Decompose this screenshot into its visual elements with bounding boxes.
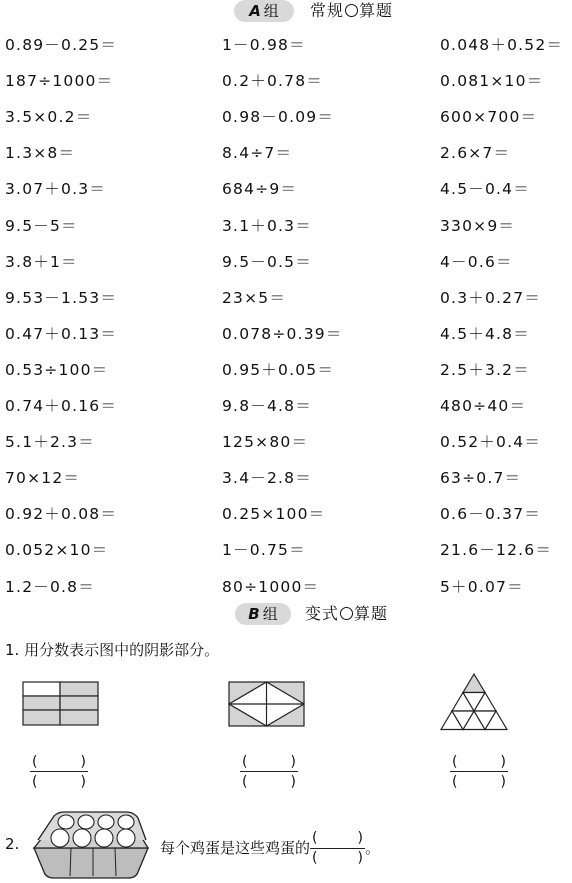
arithmetic-problem: 187÷1000＝ bbox=[5, 72, 114, 91]
paren-open: ( bbox=[242, 754, 248, 770]
question-2-text bbox=[160, 830, 380, 867]
arithmetic-problem: 3.07＋0.3＝ bbox=[5, 180, 106, 199]
figure-rectangle-grid bbox=[22, 681, 102, 729]
group-b-badge bbox=[235, 603, 291, 625]
group-b-badge-text: 组 bbox=[262, 605, 278, 623]
arithmetic-problem: 0.2＋0.78＝ bbox=[222, 72, 323, 91]
arithmetic-problem: 0.89－0.25＝ bbox=[5, 36, 118, 54]
paren-close: ) bbox=[357, 829, 364, 846]
fraction-blank-4[interactable] bbox=[310, 831, 365, 867]
arithmetic-problem: 4.5＋4.8＝ bbox=[440, 324, 530, 343]
arithmetic-problem: 1－0.75＝ bbox=[222, 541, 306, 560]
paren-open: ( bbox=[452, 774, 458, 790]
arithmetic-problem: 21.6－12.6＝ bbox=[440, 541, 553, 560]
arithmetic-problem: 5.1＋2.3＝ bbox=[5, 433, 95, 452]
group-a-letter: A bbox=[249, 2, 261, 20]
paren-open: ( bbox=[242, 774, 248, 790]
arithmetic-problem: 9.53－1.53＝ bbox=[5, 288, 118, 307]
group-a-title-before: 常规 bbox=[310, 1, 345, 20]
group-a-badge-text: 组 bbox=[263, 2, 279, 20]
arithmetic-problem: 3.8＋1＝ bbox=[5, 252, 78, 271]
group-a-badge bbox=[234, 0, 294, 22]
group-b-header bbox=[0, 603, 572, 629]
arithmetic-problem: 9.8－4.8＝ bbox=[222, 397, 312, 415]
fraction-bar bbox=[30, 771, 88, 772]
circle-icon bbox=[340, 607, 353, 620]
paren-close: ) bbox=[80, 774, 86, 790]
paren-close: ) bbox=[290, 774, 296, 790]
paren-close: ) bbox=[357, 849, 364, 866]
arithmetic-problem: 0.25×100＝ bbox=[222, 505, 326, 524]
arithmetic-problem: 3.1＋0.3＝ bbox=[222, 216, 312, 235]
circle-icon bbox=[345, 4, 358, 17]
arithmetic-problem: 4.5－0.4＝ bbox=[440, 180, 530, 199]
group-b-title-after: 算题 bbox=[354, 604, 389, 623]
group-b-title-before: 变式 bbox=[305, 604, 340, 623]
arithmetic-problem: 3.4－2.8＝ bbox=[222, 469, 312, 488]
group-a-header bbox=[0, 0, 572, 26]
paren-close: ) bbox=[290, 754, 296, 770]
arithmetic-problem: 5＋0.07＝ bbox=[440, 577, 524, 596]
arithmetic-problem: 125×80＝ bbox=[222, 433, 309, 452]
arithmetic-problem: 2.6×7＝ bbox=[440, 144, 511, 163]
question-2-number: 2. bbox=[5, 835, 20, 853]
arithmetic-problem: 684÷9＝ bbox=[222, 180, 298, 199]
fraction-bar bbox=[240, 771, 298, 772]
arithmetic-problem: 9.5－0.5＝ bbox=[222, 252, 312, 271]
paren-open: ( bbox=[32, 774, 38, 790]
arithmetic-problem: 0.078÷0.39＝ bbox=[222, 324, 343, 343]
arithmetic-problem: 0.52＋0.4＝ bbox=[440, 433, 541, 452]
question-1-text: 1. 用分数表示图中的阴影部分。 bbox=[5, 641, 220, 659]
arithmetic-problem: 2.5＋3.2＝ bbox=[440, 360, 530, 379]
figure-triangle-of-triangles bbox=[440, 673, 508, 733]
arithmetic-problem: 0.74＋0.16＝ bbox=[5, 397, 118, 415]
arithmetic-problem: 8.4÷7＝ bbox=[222, 144, 293, 163]
fraction-bar bbox=[450, 771, 508, 772]
paren-open: ( bbox=[312, 829, 318, 846]
arithmetic-problem: 1－0.98＝ bbox=[222, 36, 306, 54]
group-b-title bbox=[305, 603, 388, 625]
arithmetic-problem: 23×5＝ bbox=[222, 288, 287, 307]
paren-close: ) bbox=[500, 754, 506, 770]
arithmetic-problem: 1.2－0.8＝ bbox=[5, 577, 95, 596]
arithmetic-problem: 0.6－0.37＝ bbox=[440, 505, 541, 524]
paren-open: ( bbox=[312, 849, 318, 866]
arithmetic-problem: 0.048＋0.52＝ bbox=[440, 36, 564, 54]
paren-close: ) bbox=[500, 774, 506, 790]
question-2-prompt: 每个鸡蛋是这些鸡蛋的 bbox=[160, 839, 311, 857]
arithmetic-problem: 63÷0.7＝ bbox=[440, 469, 522, 488]
arithmetic-problem: 0.47＋0.13＝ bbox=[5, 324, 118, 343]
arithmetic-problem: 9.5－5＝ bbox=[5, 216, 78, 235]
paren-open: ( bbox=[32, 754, 38, 770]
arithmetic-problem: 480÷40＝ bbox=[440, 397, 527, 415]
fraction-blank-3[interactable] bbox=[450, 753, 508, 793]
arithmetic-problem: 0.53÷100＝ bbox=[5, 360, 109, 379]
arithmetic-problem: 70×12＝ bbox=[5, 469, 81, 488]
fraction-bar bbox=[310, 848, 365, 849]
question-2-end: 。 bbox=[365, 839, 381, 857]
arithmetic-problem: 80÷1000＝ bbox=[222, 577, 320, 596]
figure-rhombus-in-rectangle bbox=[228, 681, 306, 729]
fraction-blank-1[interactable] bbox=[30, 753, 88, 793]
group-a-title bbox=[310, 0, 393, 22]
arithmetic-problem: 0.95＋0.05＝ bbox=[222, 360, 335, 379]
group-b-letter: B bbox=[248, 605, 260, 623]
arithmetic-problem: 0.3＋0.27＝ bbox=[440, 288, 541, 307]
arithmetic-problem: 0.081×10＝ bbox=[440, 72, 544, 91]
arithmetic-problem: 1.3×8＝ bbox=[5, 144, 76, 163]
paren-open: ( bbox=[452, 754, 458, 770]
egg-carton-illustration bbox=[30, 808, 152, 880]
arithmetic-problem: 0.98－0.09＝ bbox=[222, 108, 335, 127]
arithmetic-problem: 0.92＋0.08＝ bbox=[5, 505, 118, 524]
arithmetic-problem: 4－0.6＝ bbox=[440, 252, 513, 271]
arithmetic-problem: 330×9＝ bbox=[440, 216, 516, 235]
arithmetic-problem: 600×700＝ bbox=[440, 108, 538, 127]
arithmetic-problem: 0.052×10＝ bbox=[5, 541, 109, 560]
group-a-title-after: 算题 bbox=[359, 1, 394, 20]
paren-close: ) bbox=[80, 754, 86, 770]
fraction-blank-2[interactable] bbox=[240, 753, 298, 793]
arithmetic-problem: 3.5×0.2＝ bbox=[5, 108, 93, 127]
